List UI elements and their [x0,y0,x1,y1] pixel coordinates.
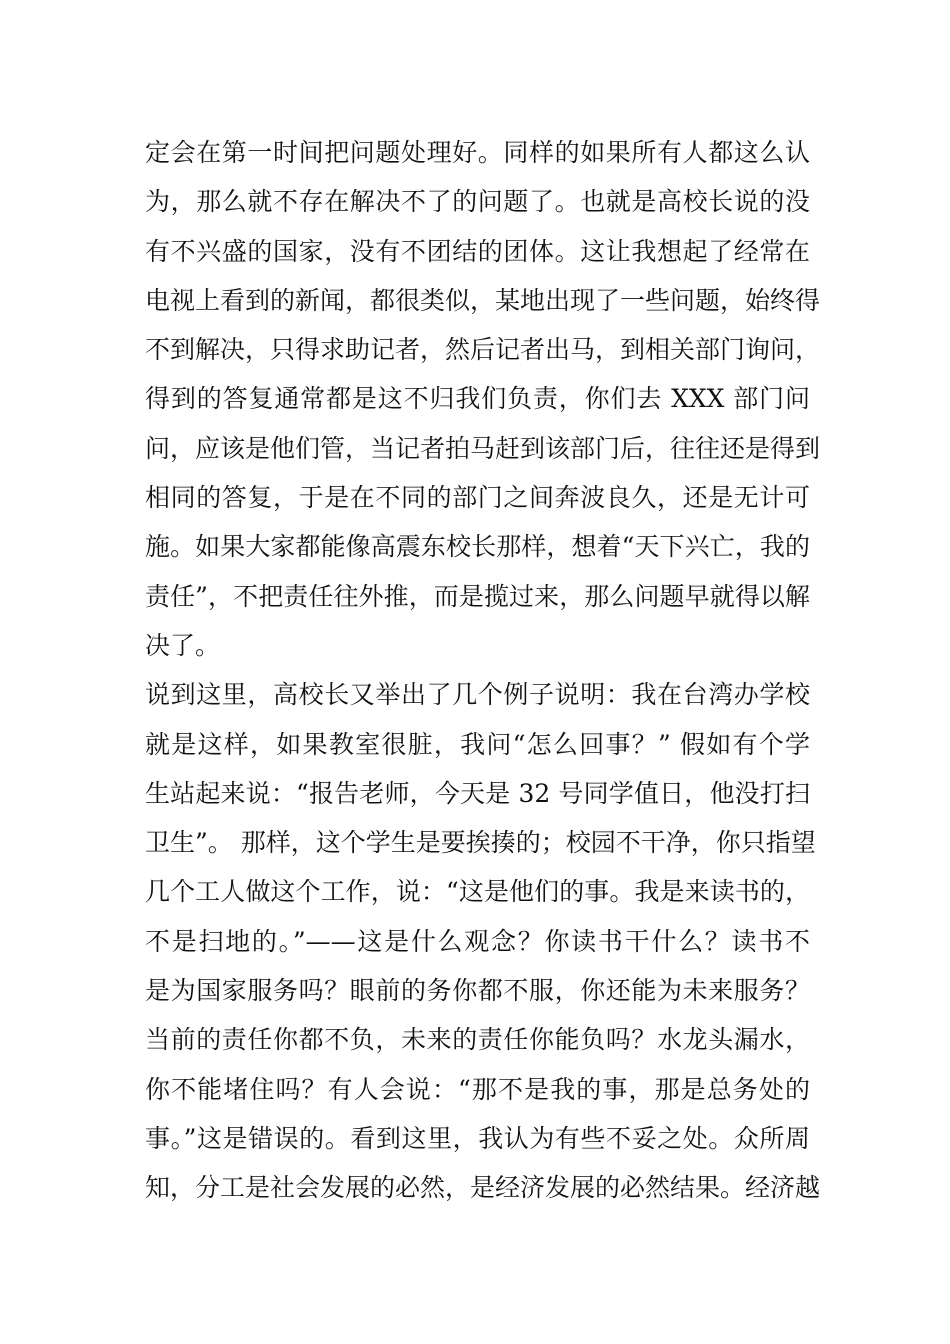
body-text [145,128,821,1213]
text-line: 责任”，不把责任往外推，而是揽过来，那么问题早就得以解 [145,581,810,611]
text-line: 说到这里，高校长又举出了几个例子说明：我在台湾办学校 [145,680,810,710]
text-line: 不是扫地的。”——这是什么观念？你读书干什么？读书不 [145,926,810,956]
text-line: 相同的答复，于是在不同的部门之间奔波良久，还是无计可 [145,483,810,513]
text-line: 你不能堵住吗？有人会说：“那不是我的事，那是总务处的 [145,1074,810,1104]
text-line: 施。如果大家都能像高震东校长那样，想着“天下兴亡，我的 [145,532,810,562]
text-line: 知，分工是社会发展的必然，是经济发展的必然结果。经济越 [145,1173,821,1203]
text-line: 生站起来说：“报告老师，今天是 32 号同学值日，他没打扫 [145,778,810,808]
text-line: 问，应该是他们管，当记者拍马赶到该部门后，往往还是得到 [145,433,821,463]
text-line: 得到的答复通常都是这不归我们负责，你们去 XXX 部门问 [145,384,810,414]
text-line: 几个工人做这个工作，说：“这是他们的事。我是来读书的， [145,877,810,907]
text-line: 当前的责任你都不负，未来的责任你能负吗？水龙头漏水， [145,1025,810,1055]
text-line-paragraph-end: 决了。 [145,630,221,660]
text-line: 不到解决，只得求助记者，然后记者出马，到相关部门询问， [145,335,821,365]
text-line: 就是这样，如果教室很脏，我问“怎么回事？” 假如有个学 [145,729,810,759]
text-line: 有不兴盛的国家，没有不团结的团体。这让我想起了经常在 [145,236,810,266]
text-line: 事。”这是错误的。看到这里，我认为有些不妥之处。众所周 [145,1123,810,1153]
text-line: 定会在第一时间把问题处理好。同样的如果所有人都这么认 [145,138,810,167]
text-line: 电视上看到的新闻，都很类似，某地出现了一些问题，始终得 [145,285,821,315]
text-line: 是为国家服务吗？眼前的务你都不服，你还能为未来服务？ [145,976,810,1006]
text-line: 卫生”。 那样，这个学生是要挨揍的；校园不干净，你只指望 [145,828,816,858]
text-line: 为，那么就不存在解决不了的问题了。也就是高校长说的没 [145,187,810,217]
